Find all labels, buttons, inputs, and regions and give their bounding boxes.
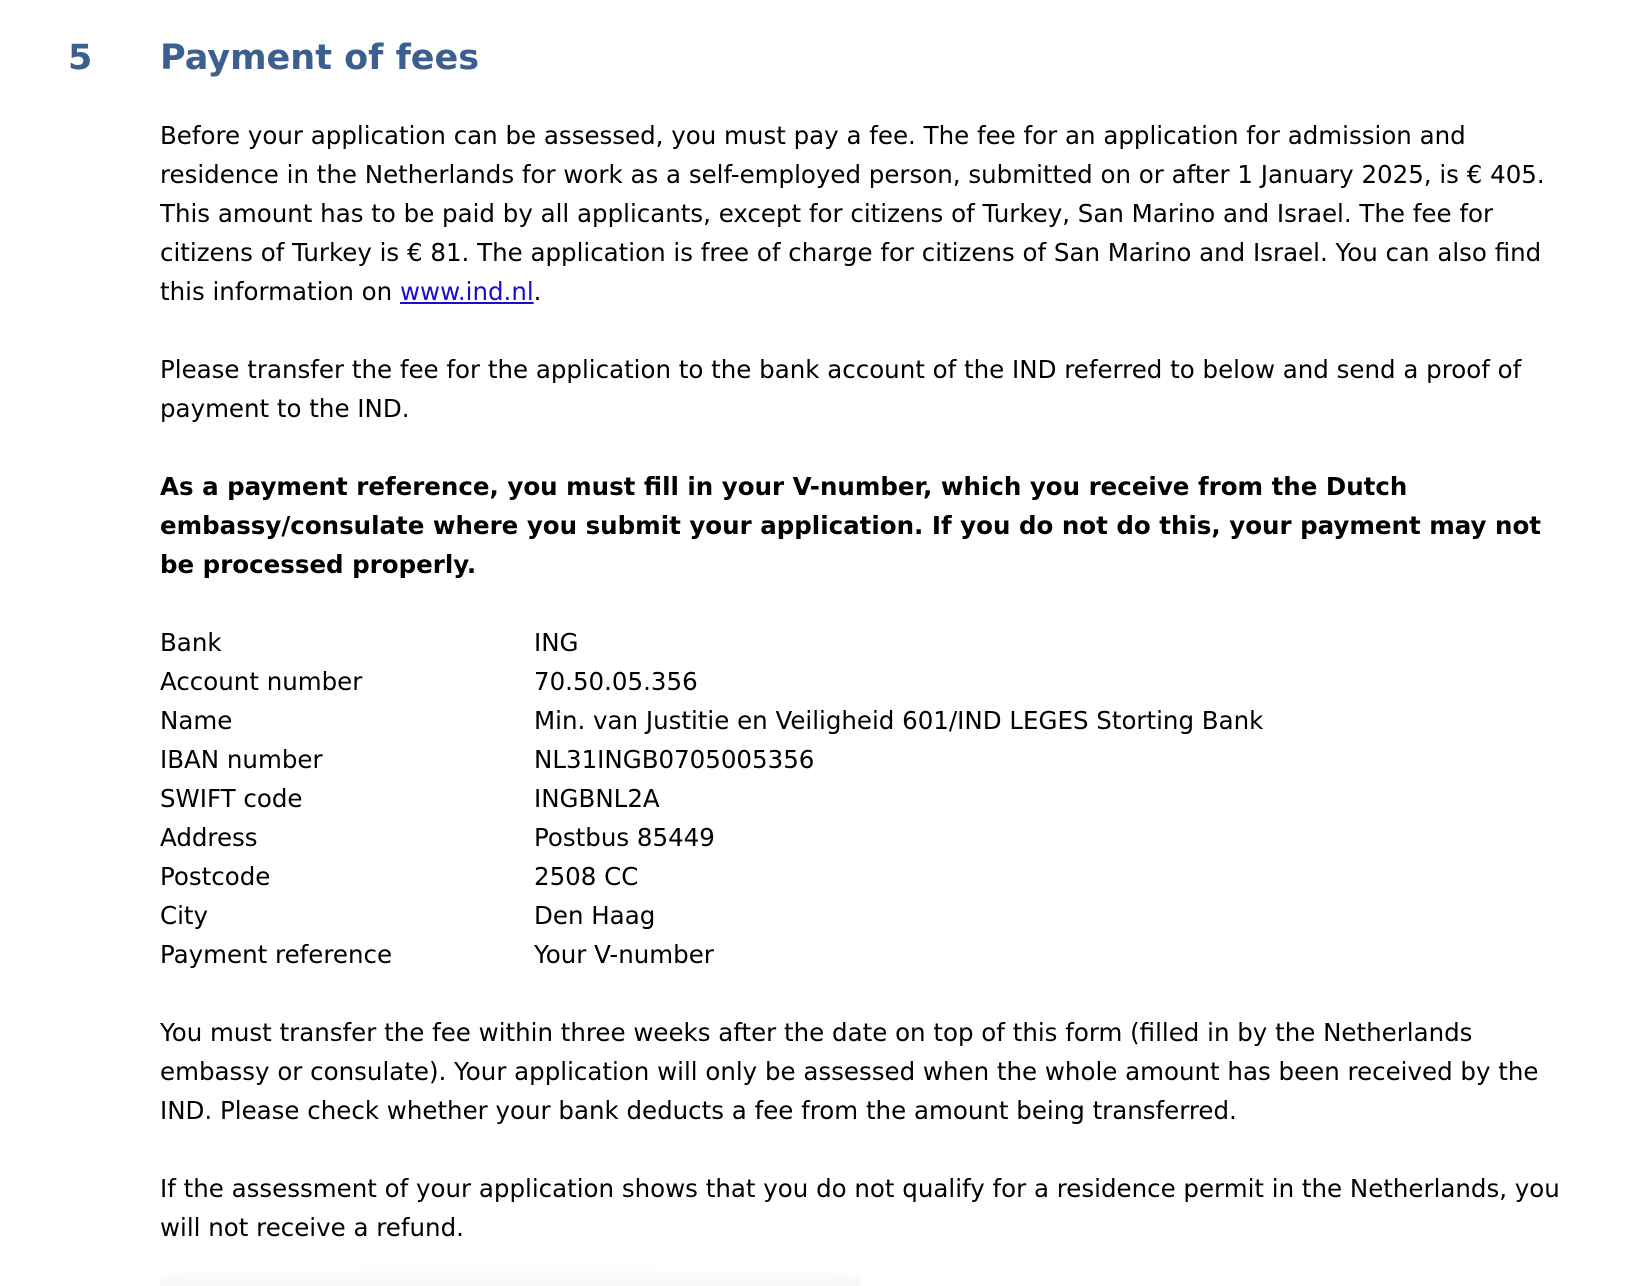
bank-details-value: ING (534, 628, 579, 657)
bank-details-value: 70.50.05.356 (534, 667, 698, 696)
bank-details-row (160, 935, 1560, 974)
page-edge-shadow (160, 1266, 860, 1286)
bank-details-value: INGBNL2A (534, 784, 660, 813)
section-heading (68, 34, 479, 82)
transfer-paragraph: Please transfer the fee for the application to the bank account of the IND referred to below and send a proof of payment to the IND. (160, 355, 1522, 423)
bank-details-row (160, 662, 1560, 701)
bank-details-row (160, 623, 1560, 662)
bank-details-value: 2508 CC (534, 862, 639, 891)
refund-paragraph: If the assessment of your application shows that you do not qualify for a residence permit in the Netherlands, you will not receive a refund. (160, 1174, 1560, 1242)
bank-details-row (160, 701, 1560, 740)
section-title: Payment of fees (160, 38, 480, 78)
bank-details-label: Payment reference (160, 940, 393, 969)
bank-details-value: NL31INGB0705005356 (534, 745, 815, 774)
bank-details-label: Address (160, 823, 258, 852)
bank-details-row (160, 896, 1560, 935)
bank-details-label: Bank (160, 628, 222, 657)
bank-details-value: Den Haag (534, 901, 656, 930)
bank-details-label: SWIFT code (160, 784, 303, 813)
intro-text: Before your application can be assessed, you must pay a fee. The fee for an application for admission and residence in the Netherlands for work as a self-employed person, submitted on or after 1 January 2025, is € 405. This amount has to be paid by all applicants, except for citizens of Turkey, San Marino and Israel. The fee for citizens of Turkey is € 81. The application is free of charge for citizens of San Marino and Israel. You can also find this information on (160, 121, 1545, 306)
bank-details-value: Your V-number (534, 940, 714, 969)
deadline-paragraph: You must transfer the fee within three weeks after the date on top of this form (filled in by the Netherlands embassy or consulate). Your application will only be assessed when the whole amount has been received by the IND. Please check whether your bank deducts a fee from the amount being transferred. (160, 1018, 1539, 1125)
bank-details-label: Name (160, 706, 233, 735)
bank-details-table (160, 623, 1560, 974)
section-number: 5 (68, 38, 93, 78)
bank-details-label: Account number (160, 667, 363, 696)
intro-text-end: . (533, 277, 542, 306)
bank-details-label: City (160, 901, 209, 930)
bank-details-value: Postbus 85449 (534, 823, 715, 852)
bank-details-row (160, 779, 1560, 818)
bank-details-row (160, 740, 1560, 779)
ind-website-link[interactable]: www.ind.nl (400, 277, 534, 306)
payment-reference-warning: As a payment reference, you must fill in your V-number, which you receive from the Dutch embassy/consulate where you submit your application. If you do not do this, your payment may not be processed properly. (160, 472, 1541, 579)
bank-details-label: Postcode (160, 862, 271, 891)
section-body (160, 116, 1560, 1286)
intro-paragraph (160, 116, 1560, 311)
bank-details-row (160, 818, 1560, 857)
bank-details-value: Min. van Justitie en Veiligheid 601/IND LEGES Storting Bank (534, 706, 1264, 735)
bank-details-row (160, 857, 1560, 896)
bank-details-label: IBAN number (160, 745, 323, 774)
